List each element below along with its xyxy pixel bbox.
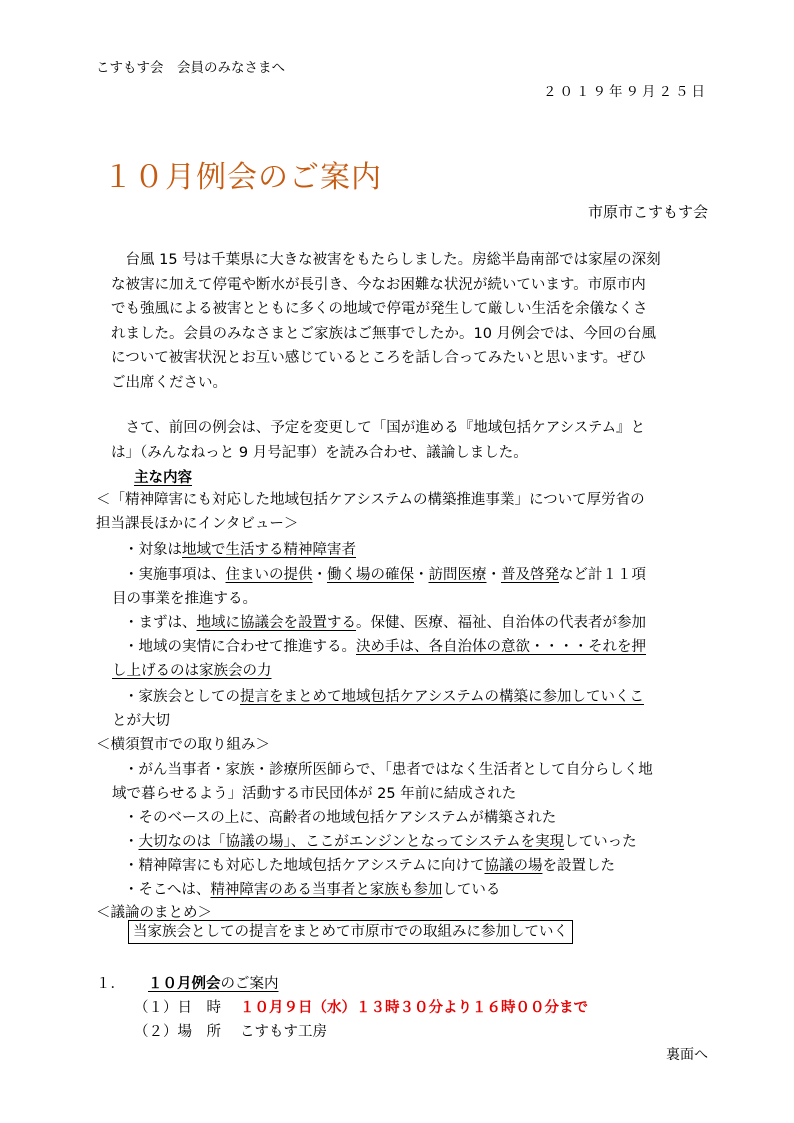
- bullet-text: ・: [486, 567, 501, 583]
- bullet-text: していった: [564, 834, 637, 850]
- bullet-underlined: 住まいの提供: [225, 567, 313, 583]
- intro-line: な被害に加えて停電や断水が長引き、今なお困難な状況が続いています。市原市内: [111, 276, 646, 293]
- meeting-datetime-value: １０月９日（水）１３時３０分より１６時００分まで: [240, 1000, 588, 1016]
- bullet-text: ・: [312, 567, 327, 583]
- bullet-underlined: 地域で生活する精神障害者: [182, 542, 356, 558]
- bullet-underlined: 大切なのは「協議の場」、ここがエンジンとなってシステムを実現: [138, 834, 565, 850]
- bullet-yokosuka-participation: [124, 878, 500, 902]
- intro-line: ご出席ください。: [111, 374, 227, 391]
- bullet-underlined: 普及啓発: [501, 567, 559, 583]
- meeting-number: １．: [96, 976, 125, 992]
- bullet-text: ・実施事項は、: [124, 567, 226, 583]
- meeting-place-label: （２）場 所: [134, 1024, 221, 1040]
- bullet-underlined: 協議の場: [484, 858, 543, 874]
- intro-line: れました。会員のみなさまとご家族はご無事でしたか。10 月例会では、今回の台風: [111, 325, 657, 342]
- intro-line: について被害状況とお互い感じているところを話し合ってみたいと思います。ぜひ: [111, 350, 647, 366]
- bullet-measures: [124, 563, 646, 587]
- bullet-text: ・: [414, 567, 429, 583]
- previous-line: は」（みんなねっと 9 月号記事）を読み合わせ、議論しました。: [111, 444, 528, 461]
- previous-meeting-paragraph: [111, 416, 711, 465]
- bullet-underlined: 決め手は、各自治体の意欲・・・・それを押: [356, 639, 646, 655]
- intro-line: 台風 15 号は千葉県に大きな被害をもたらしました。房総半島南部では家屋の深刻: [125, 252, 661, 268]
- bullet-yokosuka-group: ・がん当事者・家族・診療所医師らで、「患者ではなく生活者として自分らしく地: [124, 762, 653, 778]
- contents-heading: 主な内容: [134, 470, 192, 486]
- bullet-underlined: 地域に協議会を設置する: [196, 615, 356, 631]
- bullet-underlined: 訪問医療: [428, 567, 487, 583]
- meeting-place-value: こすもす工房: [240, 1024, 327, 1040]
- bullet-underlined: 提言をまとめて地域包括ケアシステムの構築に参加していくこ: [240, 689, 644, 705]
- bullet-text: ・: [124, 834, 139, 850]
- intro-paragraph: [111, 248, 711, 395]
- document-date: ２０１９年９月２５日: [543, 84, 708, 100]
- bullet-target: [124, 538, 356, 562]
- section-heading-interview-cont: 担当課長ほかにインタビュー＞: [96, 516, 299, 532]
- previous-line: さて、前回の例会は、予定を変更して「国が進める『地域包括ケアシステム』と: [125, 420, 646, 436]
- bullet-yokosuka-council: [124, 830, 637, 854]
- bullet-text: ・地域の実情に合わせて推進する。: [124, 639, 356, 655]
- bullet-text: を設置した: [542, 858, 615, 874]
- bullet-underlined: 働く場の確保: [327, 567, 414, 583]
- document-title: １０月例会のご案内: [103, 160, 382, 195]
- organization-name: 市原市こすもす会: [587, 203, 708, 221]
- meeting-datetime-label: （１）日 時: [134, 1000, 221, 1016]
- bullet-yokosuka-base: ・そのベースの上に、高齢者の地域包括ケアシステムが構築された: [124, 810, 557, 826]
- bullet-measures-cont: 目の事業を推進する。: [112, 591, 257, 607]
- addressee: こすもす会 会員のみなさまへ: [96, 60, 285, 76]
- bullet-underlined: 精神障害のある当事者と家族も参加: [210, 882, 443, 898]
- summary-box: 当家族会としての提言をまとめて市原市での取組みに参加していく: [128, 920, 573, 944]
- meeting-heading: [148, 972, 279, 996]
- meeting-heading-bold: １０月例会: [148, 976, 221, 992]
- bullet-yokosuka-mental: [124, 854, 615, 878]
- meeting-heading-rest: のご案内: [220, 976, 279, 992]
- bullet-text: 。保健、医療、福祉、自治体の代表者が参加: [356, 615, 646, 631]
- bullet-text: ・そこへは、: [124, 882, 211, 898]
- bullet-local: [124, 635, 646, 659]
- section-heading-summary: ＜議論のまとめ＞: [96, 905, 212, 921]
- bullet-text: ・まずは、: [124, 615, 197, 631]
- bullet-family-proposal-cont: とが大切: [112, 713, 170, 729]
- intro-line: でも強風による被害とともに多くの地域で停電が発生して厳しい生活を余儀なくさ: [111, 301, 648, 317]
- bullet-text: ・精神障害にも対応した地域包括ケアシステムに向けて: [124, 858, 485, 874]
- bullet-yokosuka-group-cont: 域で暮らせるよう」活動する市民団体が 25 年前に結成された: [112, 786, 517, 802]
- section-heading-yokosuka: ＜横須賀市での取り組み＞: [96, 737, 270, 753]
- bullet-family-proposal: [124, 685, 644, 709]
- bullet-text: ・家族会としての: [124, 689, 240, 705]
- bullet-text: など計１１項: [559, 567, 646, 583]
- continue-overleaf: 裏面へ: [666, 1047, 708, 1063]
- bullet-text: している: [442, 882, 501, 898]
- bullet-local-cont: し上げるのは家族会の力: [112, 663, 272, 679]
- section-heading-interview: ＜「精神障害にも対応した地域包括ケアシステムの構築推進事業」について厚労省の: [96, 492, 645, 508]
- bullet-council: [124, 611, 646, 635]
- bullet-text: ・対象は: [124, 542, 182, 558]
